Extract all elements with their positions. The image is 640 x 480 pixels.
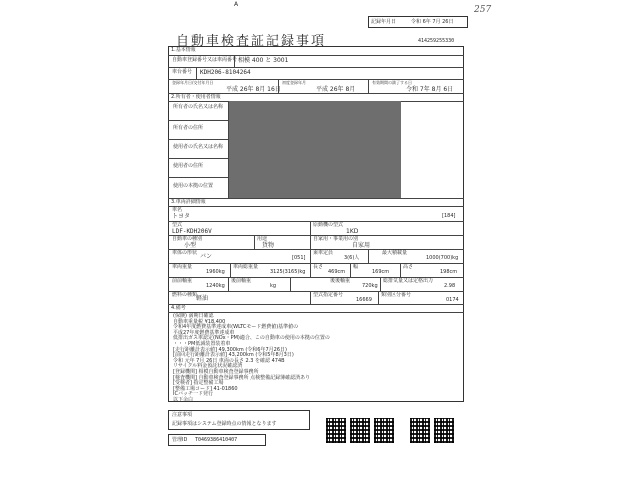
category-label: 類別区分番号: [381, 292, 412, 298]
section3-label: 3.車両詳細情報: [171, 199, 206, 205]
remark-line: [前回走行距離計表示値] 43,200km (令和5年8月3日): [173, 352, 294, 359]
rr-axle-label: 後後軸重: [330, 278, 351, 284]
remark-line: リサイクル料金預託状況確認済: [173, 363, 243, 370]
redacted-owner-info: [229, 101, 401, 198]
private-label: 自家用・事業用の別: [313, 236, 359, 242]
record-date-value: 令和 6年 7月 26日: [411, 19, 454, 25]
maker-label: 車名: [172, 207, 183, 213]
section4-label: 4.備考: [171, 305, 186, 311]
gross-label: 車両総重量: [233, 264, 259, 270]
shape-label: 車体の形状: [172, 250, 198, 256]
load-value: 1000(700)kg: [426, 255, 459, 261]
expiry-value: 令和 7年 8月 6日: [406, 86, 454, 93]
qr-code-1: [326, 418, 346, 443]
gross-value: 3125(3165)kg: [270, 269, 306, 275]
remark-line: [検査機関] 自動車検査登録事務所 点検整備記録簿確認済あり: [173, 374, 311, 381]
doc-number: 414259255330: [418, 38, 455, 44]
height-value: 198cm: [440, 269, 458, 275]
kind-value: 小型: [184, 242, 197, 249]
qr-code-4: [410, 418, 430, 443]
handwritten-number: 257: [474, 5, 492, 15]
first-reg-label: 登録年月日/交付年月日: [172, 80, 214, 85]
section2-label: 2.所有者・使用者情報: [171, 94, 221, 100]
document-title: 自動車検査証記録事項: [176, 34, 327, 49]
qr-code-3: [374, 418, 394, 443]
reg-label: 自動車登録番号又は車両番号: [172, 57, 238, 63]
remark-line: [整備工場コード] 41-01860: [173, 385, 238, 392]
remark-line: 自動車重量税 ¥18,400: [173, 318, 226, 325]
length-value: 469cm: [328, 269, 346, 275]
model-label: 型式: [172, 222, 183, 228]
mark-a: A: [234, 1, 239, 8]
use-value: 貨物: [262, 242, 275, 249]
user-address-label: 使用者の住所: [173, 163, 204, 169]
weight-value: 1960kg: [206, 269, 225, 275]
user-name-label: 使用者の氏名又は名称: [173, 144, 224, 150]
rear-axle-value: kg: [270, 283, 277, 289]
model-value: LDF-KDH206V: [172, 228, 212, 235]
remark-line: ・・・PM低減装置装着車: [173, 340, 231, 347]
remark-line: 令和4年度燃費基準達成車(WLTCモード燃費値)基準値の: [173, 324, 299, 331]
base-location-label: 使用の本拠の位置: [173, 183, 214, 189]
type-no-label: 型式指定番号: [313, 292, 344, 298]
first-year-value: 平成 26年 8月: [316, 86, 356, 93]
category-value: 0174: [446, 297, 459, 303]
front-axle-label: 前前軸重: [172, 278, 193, 284]
first-reg-value: 平成 26年 8月 16日: [226, 86, 281, 93]
vin-value: KDH206-8104264: [200, 69, 251, 76]
private-value: 自家用: [352, 242, 371, 249]
first-year-label: 初度登録年月: [282, 80, 306, 85]
remark-line: (保険) 満期日確認: [173, 313, 214, 319]
fuel-label: 燃料の種類: [172, 292, 198, 298]
width-label: 幅: [353, 264, 359, 270]
id-box: [168, 434, 266, 446]
weight-label: 車両重量: [172, 264, 193, 270]
maker-value: トヨタ: [172, 213, 191, 220]
engine-label: 原動機の型式: [313, 222, 344, 228]
disp-label: 総排気量又は定格出力: [383, 278, 434, 284]
disp-value: 2.98: [444, 283, 456, 289]
remark-line: ICバッチ一ド発行: [173, 391, 213, 398]
rr-axle-value: 720kg: [362, 283, 378, 289]
rear-axle-label: 後前軸重: [231, 278, 252, 284]
vin-label: 車台番号: [172, 69, 193, 75]
width-value: 169cm: [372, 269, 390, 275]
shape-code: [051]: [292, 255, 306, 261]
notes-text: 記録事項はシステム登録時点の情報となります: [172, 421, 277, 427]
record-date-box: [368, 16, 468, 28]
fuel-value: 軽油: [196, 295, 209, 302]
id-value: T0469386410407: [195, 437, 238, 443]
reg-value: 相模 400 と 3001: [238, 57, 289, 64]
notes-label: 注意事項: [172, 412, 193, 418]
remark-line: [登録機関] 相模自動車検査登録事務所: [173, 368, 259, 375]
remark-line: [受検者] 指定整備工場: [173, 380, 224, 387]
height-label: 高さ: [403, 264, 414, 270]
length-label: 長さ: [313, 264, 324, 270]
shape-value: バン: [200, 253, 213, 260]
qr-code-5: [434, 418, 454, 443]
id-label: 管理ID: [172, 437, 188, 443]
maker-code: [184]: [442, 213, 456, 219]
remark-line: 以下余白: [173, 396, 194, 403]
owner-name-label: 所有者の氏名又は名称: [173, 104, 224, 110]
remarks-block: [173, 314, 330, 404]
type-no-value: 16669: [356, 297, 372, 303]
notes-box: [168, 410, 310, 430]
remark-line: [走行距離計表示値] 49,300km (令和6年7月26日): [173, 346, 287, 353]
record-date-label: 記録年月日: [371, 19, 397, 25]
capacity-value: 3(6)人: [344, 255, 360, 261]
remark-line: 平成27年度燃費基準達成車: [173, 329, 235, 336]
use-label: 用途: [257, 236, 268, 242]
capacity-label: 乗車定員: [313, 250, 334, 256]
qr-code-2: [350, 418, 370, 443]
remark-line: 令和 元年 7月 26日 車両の長さ 2.3 を確認 474B: [173, 357, 285, 364]
front-axle-value: 1240kg: [206, 283, 225, 289]
kind-label: 自動車の種別: [172, 236, 203, 242]
owner-address-label: 所有者の住所: [173, 125, 204, 131]
expiry-label: 有効期間の満了する日: [372, 80, 412, 85]
load-label: 最大積載量: [382, 250, 408, 256]
section1-label: 1.基本情報: [171, 47, 196, 53]
engine-value: 1KD: [346, 228, 359, 235]
remark-line: 低排出ガス車認定(NOx・PM)適合、この自動車の使用の本拠の位置の: [173, 335, 330, 342]
